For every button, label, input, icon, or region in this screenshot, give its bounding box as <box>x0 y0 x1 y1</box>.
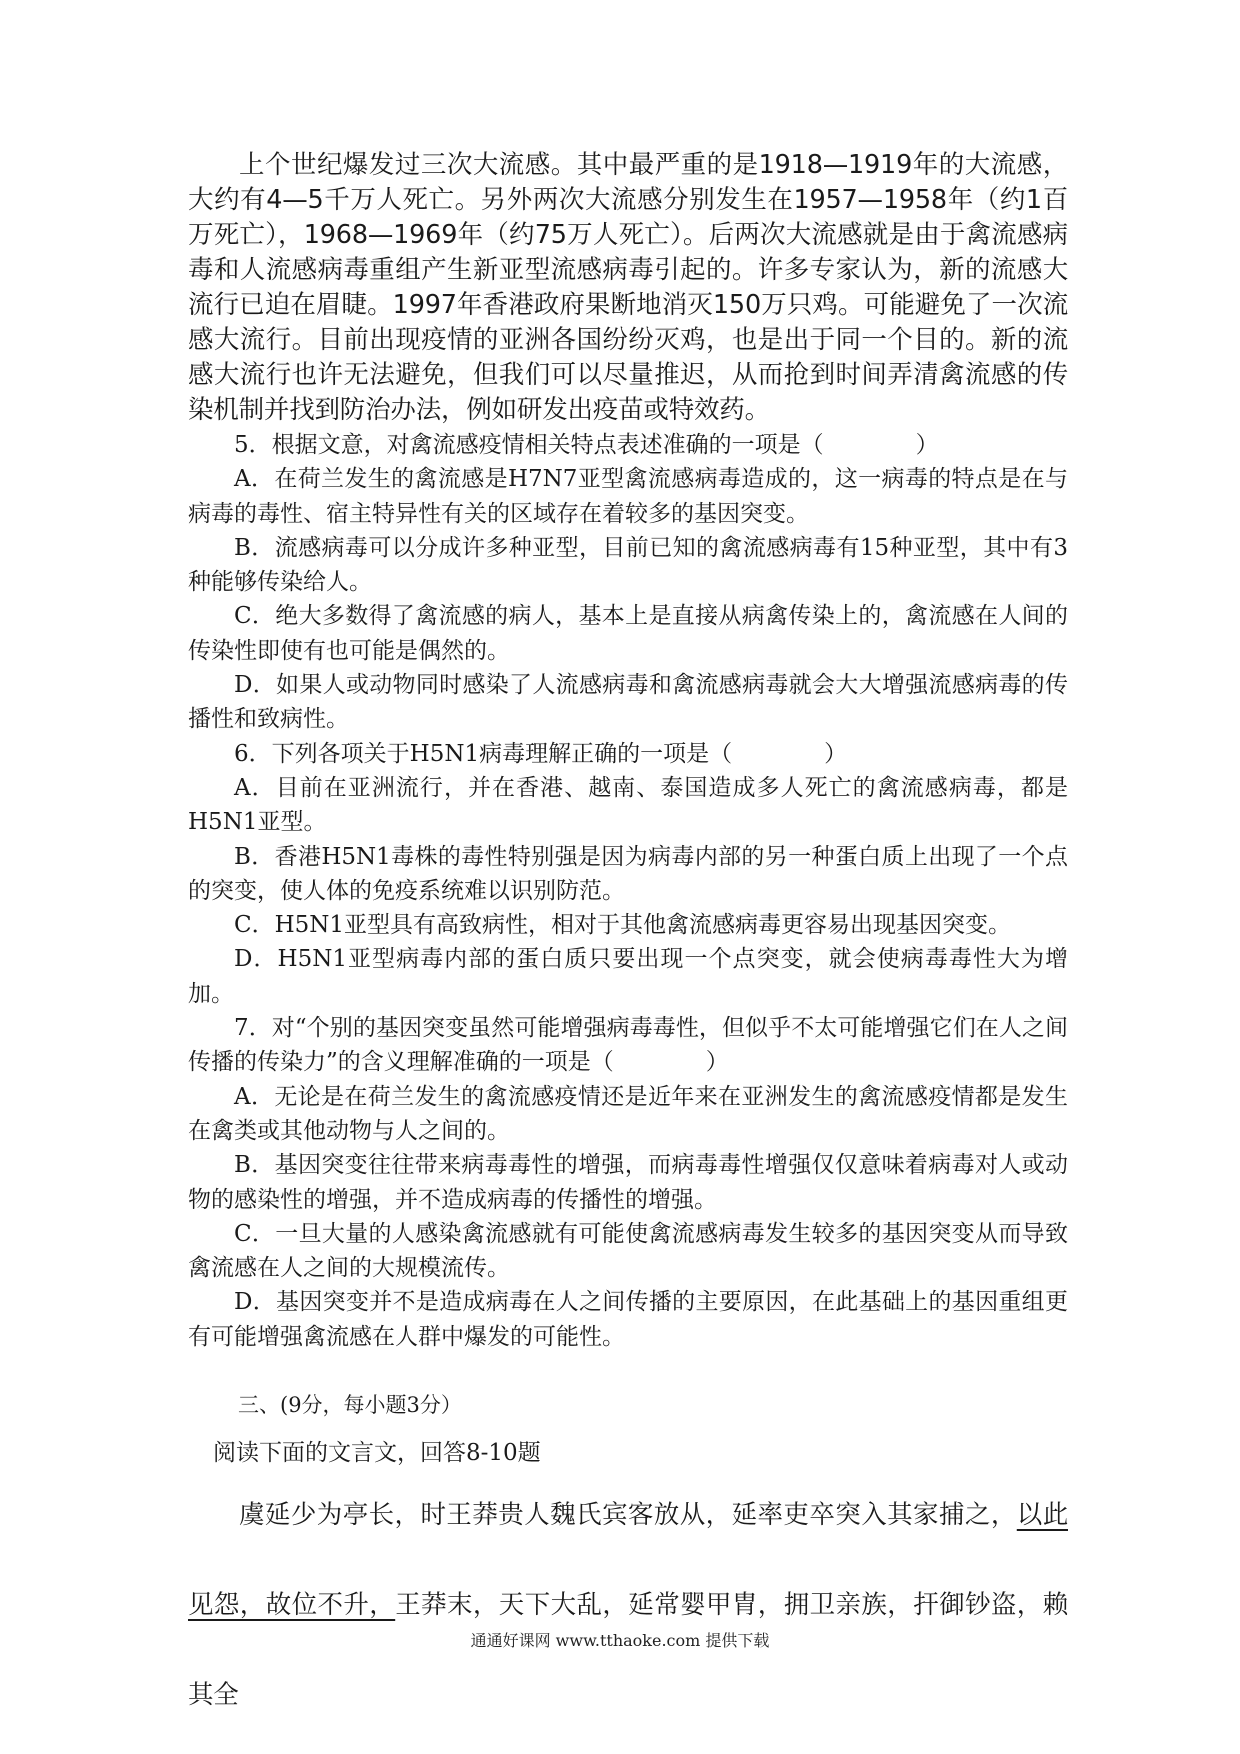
answer-blank: （ ） <box>590 1049 729 1076</box>
page-footer: 通通好课网 www.tthaoke.com 提供下载 <box>470 1631 770 1650</box>
section-instruction: 阅读下面的文言文，回答8-10题 <box>213 1440 541 1467</box>
question-7 <box>188 1011 1068 1354</box>
option-b: B．基因突变往往带来病毒毒性的增强，而病毒毒性增强仅仅意味着病毒对人或动物的感染性的增强，并不造成病毒的传播性的增强。 <box>188 1152 1068 1213</box>
question-stem: 6．下列各项关于H5N1病毒理解正确的一项是（ ） <box>234 740 848 767</box>
option-c: C．H5N1亚型具有高致病性，相对于其他禽流感病毒更容易出现基因突变。 <box>234 912 1012 939</box>
answer-blank: （ ） <box>709 740 848 767</box>
classical-text: 虞延少为亭长，时王莽贵人魏氏宾客放从，延率吏卒突入其家捕之，以此见怨，故位不升，王莽末，天下大乱，延常婴甲胄，拥卫亲族，扞御钞盗，赖其全 <box>188 1500 1068 1711</box>
option-b: B．流感病毒可以分成许多种亚型，目前已知的禽流感病毒有15种亚型，其中有3种能够传染给人。 <box>188 534 1068 596</box>
section-heading: 三、(9分，每小题3分） <box>238 1393 462 1418</box>
option-c: C．一旦大量的人感染禽流感就有可能使禽流感病毒发生较多的基因突变从而导致禽流感在人之间的大规模流传。 <box>188 1220 1068 1282</box>
document-page <box>188 148 1068 1740</box>
reading-passage: 上个世纪爆发过三次大流感。其中最严重的是1918—1919年的大流感，大约有4—5千万人死亡。另外两次大流感分别发生在1957—1958年（约1百万死亡），1968—1969年（约75万人死亡）。后两次大流感就是由于禽流感病毒和人流感病毒重组产生新亚型流感病毒引起的。许多专家认为，新的流感大流行已迫在眉睫。1997年香港政府果断地消灭150万只鸡。可能避免了一次流感大流行。目前出现疫情的亚洲各国纷纷灭鸡，也是出于同一个目的。新的流感大流行也许无法避免，但我们可以尽量推迟，从而抢到时间弄清禽流感的传染机制并找到防治办法，例如研发出疫苗或特效药。 <box>188 150 1068 425</box>
question-stem: 7．对“个别的基因突变虽然可能增强病毒毒性，但似乎不太可能增强它们在人之间传播的传染力”的含义理解准确的一项是（ ） <box>188 1015 1068 1076</box>
option-d: D．如果人或动物同时感染了人流感病毒和禽流感病毒就会大大增强流感病毒的传播性和致病性。 <box>188 672 1068 733</box>
answer-blank: （ ） <box>800 432 939 458</box>
option-b: B．香港H5N1毒株的毒性特别强是因为病毒内部的另一种蛋白质上出现了一个点的突变，使人体的免疫系统难以识别防范。 <box>188 843 1068 904</box>
option-a: A．在荷兰发生的禽流感是H7N7亚型禽流感病毒造成的，这一病毒的特点是在与病毒的毒性、宿主特异性有关的区域存在着较多的基因突变。 <box>188 466 1068 527</box>
question-5 <box>188 428 1068 737</box>
option-a: A．无论是在荷兰发生的禽流感疫情还是近年来在亚洲发生的禽流感疫情都是发生在禽类或其他动物与人之间的。 <box>188 1083 1068 1144</box>
option-d: D．基因突变并不是造成病毒在人之间传播的主要原因，在此基础上的基因重组更有可能增强禽流感在人群中爆发的可能性。 <box>188 1289 1068 1350</box>
underlined-phrase: 以此见怨，故位不升， <box>188 1500 1068 1621</box>
option-d: D．H5N1亚型病毒内部的蛋白质只要出现一个点突变，就会使病毒毒性大为增加。 <box>188 946 1068 1007</box>
question-stem: 5．根据文意，对禽流感疫情相关特点表述准确的一项是（ ） <box>234 432 939 458</box>
option-a: A．目前在亚洲流行，并在香港、越南、泰国造成多人死亡的禽流感病毒，都是H5N1亚型。 <box>188 774 1068 836</box>
question-6 <box>188 737 1068 1011</box>
option-c: C．绝大多数得了禽流感的病人，基本上是直接从病禽传染上的，禽流感在人间的传染性即使有也可能是偶然的。 <box>188 603 1068 664</box>
